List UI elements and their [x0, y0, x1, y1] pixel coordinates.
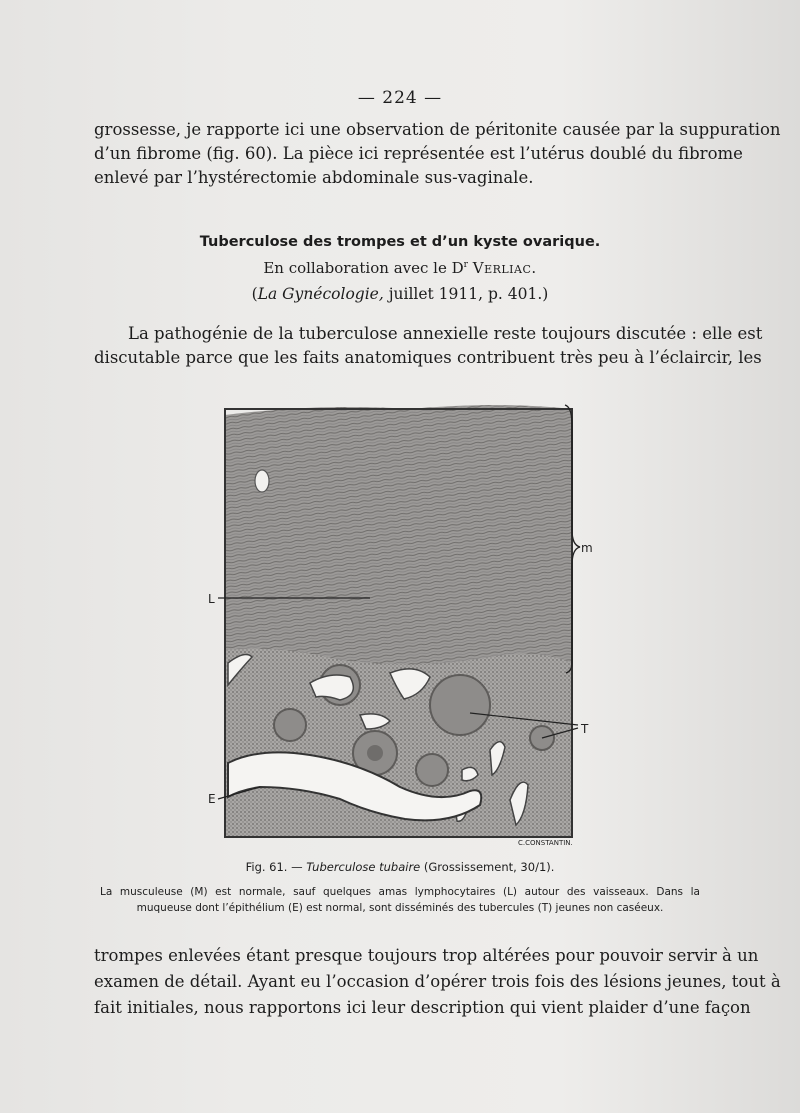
vessel [255, 470, 269, 492]
label-e: E [208, 792, 216, 806]
text-line: enlevé par l’hystérectomie abdominale sus-vaginale. [94, 168, 534, 187]
text-line: fait initiales, nous rapportons ici leur description qui vient plaider d’une façon [94, 998, 751, 1017]
artist-signature: C.CONSTANTIN. [518, 839, 573, 845]
caption-line: muqueuse dont l’épithélium (E) est normal, sont disséminés des tubercules (T) jeunes non caséeux. [136, 902, 664, 914]
text-line: examen de détail. Ayant eu l’occasion d’opérer trois fois des lésions jeunes, tout à [94, 972, 781, 991]
collaboration-line: En collaboration avec le $D^r$ Verliac. [263, 259, 537, 277]
caption-line: La musculeuse (M) est normale, sauf quelques amas lymphocytaires (L) autour des vaisseaux. Dans la [100, 886, 700, 898]
label-m: m [581, 541, 593, 555]
citation: (La Gynécologie, juillet 1911, p. 401.) [251, 285, 549, 303]
paragraph-intro [94, 118, 781, 190]
text-line: trompes enlevées étant presque toujours trop altérées pour pouvoir servir à un [94, 946, 759, 965]
page-number: — 224 — [357, 88, 443, 108]
figure-caption-title: Fig. 61. — Tuberculose tubaire (Grossissement, 30/1). [245, 860, 555, 874]
label-t: T [581, 722, 589, 736]
figure-caption-body [100, 884, 700, 916]
micrograph-figure [200, 395, 600, 845]
text-line: discutable parce que les faits anatomiques contribuent très peu à l’éclaircir, les [94, 348, 762, 367]
text-line: La pathogénie de la tuberculose annexielle reste toujours discutée : elle est [128, 324, 763, 343]
paragraph-trompes [94, 943, 781, 1021]
label-l: L [208, 592, 215, 606]
text-line: d’un fibrome (fig. 60). La pièce ici représentée est l’utérus doublé du fibrome [94, 144, 743, 163]
section-title: Tuberculose des trompes et d’un kyste ovarique. [199, 234, 601, 250]
paragraph-pathogenie [94, 322, 763, 370]
text-line: grossesse, je rapporte ici une observation de péritonite causée par la suppuration [94, 120, 781, 139]
